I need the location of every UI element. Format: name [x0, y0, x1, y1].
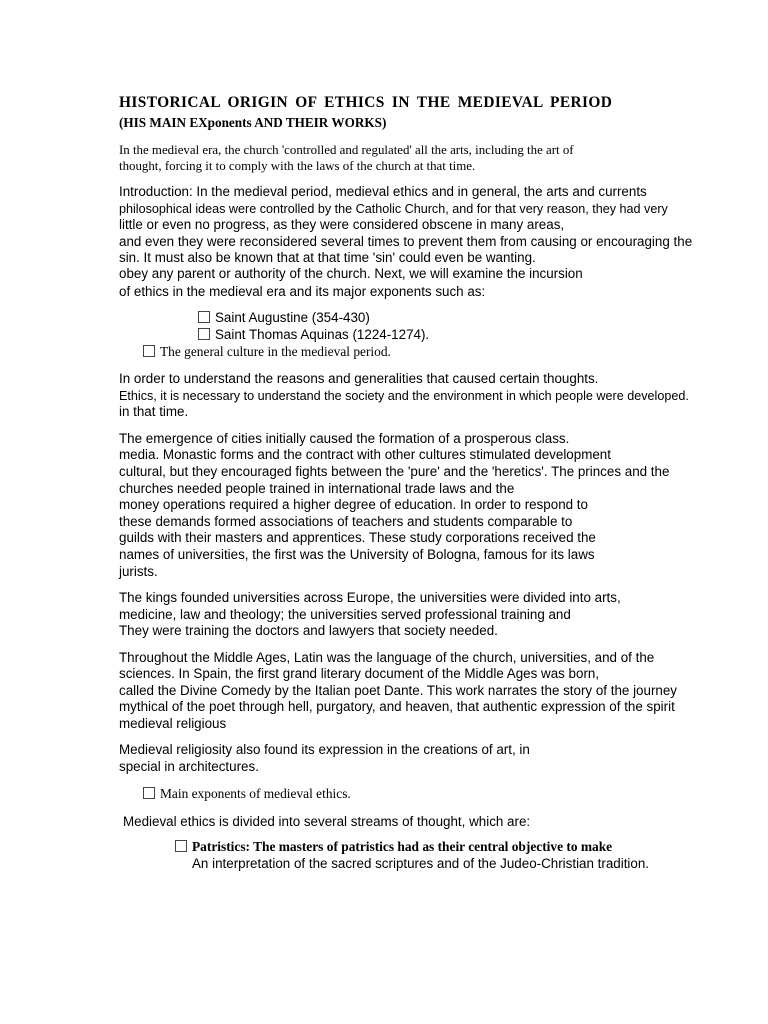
introduction-line: Introduction: In the medieval period, medieval ethics and in general, the arts and currents: [119, 184, 647, 199]
section-heading: The general culture in the medieval period.: [143, 344, 391, 360]
square-bullet-icon: [198, 311, 210, 323]
bullet-item: Saint Augustine (354-430): [198, 310, 370, 326]
patristics-heading: Patristics: The masters of patristics had as their central objective to make: [175, 839, 612, 855]
square-bullet-icon: [198, 328, 210, 340]
paragraph-line: in that time.: [119, 404, 189, 419]
document-subtitle: (HIS MAIN EXponents AND THEIR WORKS): [119, 115, 387, 130]
paragraph-line: Ethics, it is necessary to understand the society and the environment in which people were developed.: [119, 389, 689, 403]
paragraph-line: They were training the doctors and lawyers that society needed.: [119, 623, 498, 638]
bullet-item: Saint Thomas Aquinas (1224-1274).: [198, 327, 429, 343]
section-heading: Main exponents of medieval ethics.: [143, 786, 351, 802]
square-bullet-icon: [143, 345, 155, 357]
paragraph-line: these demands formed associations of teachers and students comparable to: [119, 514, 573, 529]
introduction-line: sin. It must also be known that at that time 'sin' could even be wanting.: [119, 250, 536, 265]
paragraph-line: medieval religious: [119, 716, 227, 731]
introduction-line: of ethics in the medieval era and its major exponents such as:: [119, 284, 486, 299]
paragraph-line: money operations required a higher degree of education. In order to respond to: [119, 497, 588, 512]
paragraph-line: guilds with their masters and apprentices. These study corporations received the: [119, 530, 596, 545]
paragraph-line: Medieval religiosity also found its expression in the creations of art, in: [119, 742, 530, 757]
paragraph-line: churches needed people trained in international trade laws and the: [119, 481, 515, 496]
document-title: HISTORICAL ORIGIN OF ETHICS IN THE MEDIEVAL PERIOD: [119, 94, 613, 111]
paragraph-line: names of universities, the first was the University of Bologna, famous for its laws: [119, 547, 595, 562]
paragraph-line: medicine, law and theology; the universities served professional training and: [119, 607, 571, 622]
paragraph-line: cultural, but they encouraged fights between the 'pure' and the 'heretics'. The princes and the: [119, 464, 670, 479]
patristics-text: An interpretation of the sacred scriptures and of the Judeo-Christian tradition.: [192, 856, 650, 871]
paragraph-line: media. Monastic forms and the contract with other cultures stimulated development: [119, 447, 611, 462]
paragraph-line: The kings founded universities across Europe, the universities were divided into arts,: [119, 590, 621, 605]
square-bullet-icon: [175, 840, 187, 852]
paragraph-line: mythical of the poet through hell, purgatory, and heaven, that authentic expression of the spirit: [119, 699, 675, 714]
introduction-line: obey any parent or authority of the church. Next, we will examine the incursion: [119, 266, 583, 281]
paragraph-line: Medieval ethics is divided into several streams of thought, which are:: [123, 814, 531, 829]
paragraph-line: special in architectures.: [119, 759, 259, 774]
paragraph-line: In order to understand the reasons and generalities that caused certain thoughts.: [119, 371, 599, 386]
introduction-line: and even they were reconsidered several times to prevent them from causing or encouraging the: [119, 234, 693, 249]
paragraph-line: Throughout the Middle Ages, Latin was the language of the church, universities, and of the: [119, 650, 655, 665]
intro-line: In the medieval era, the church 'controlled and regulated' all the arts, including the art of: [119, 143, 574, 157]
introduction-line: philosophical ideas were controlled by the Catholic Church, and for that very reason, they had very: [119, 202, 668, 216]
paragraph-line: sciences. In Spain, the first grand literary document of the Middle Ages was born,: [119, 666, 600, 681]
introduction-line: little or even no progress, as they were considered obscene in many areas,: [119, 217, 565, 232]
intro-line: thought, forcing it to comply with the laws of the church at that time.: [119, 159, 476, 173]
paragraph-line: called the Divine Comedy by the Italian poet Dante. This work narrates the story of the journey: [119, 683, 677, 698]
square-bullet-icon: [143, 787, 155, 799]
paragraph-line: The emergence of cities initially caused the formation of a prosperous class.: [119, 431, 570, 446]
paragraph-line: jurists.: [119, 564, 158, 579]
